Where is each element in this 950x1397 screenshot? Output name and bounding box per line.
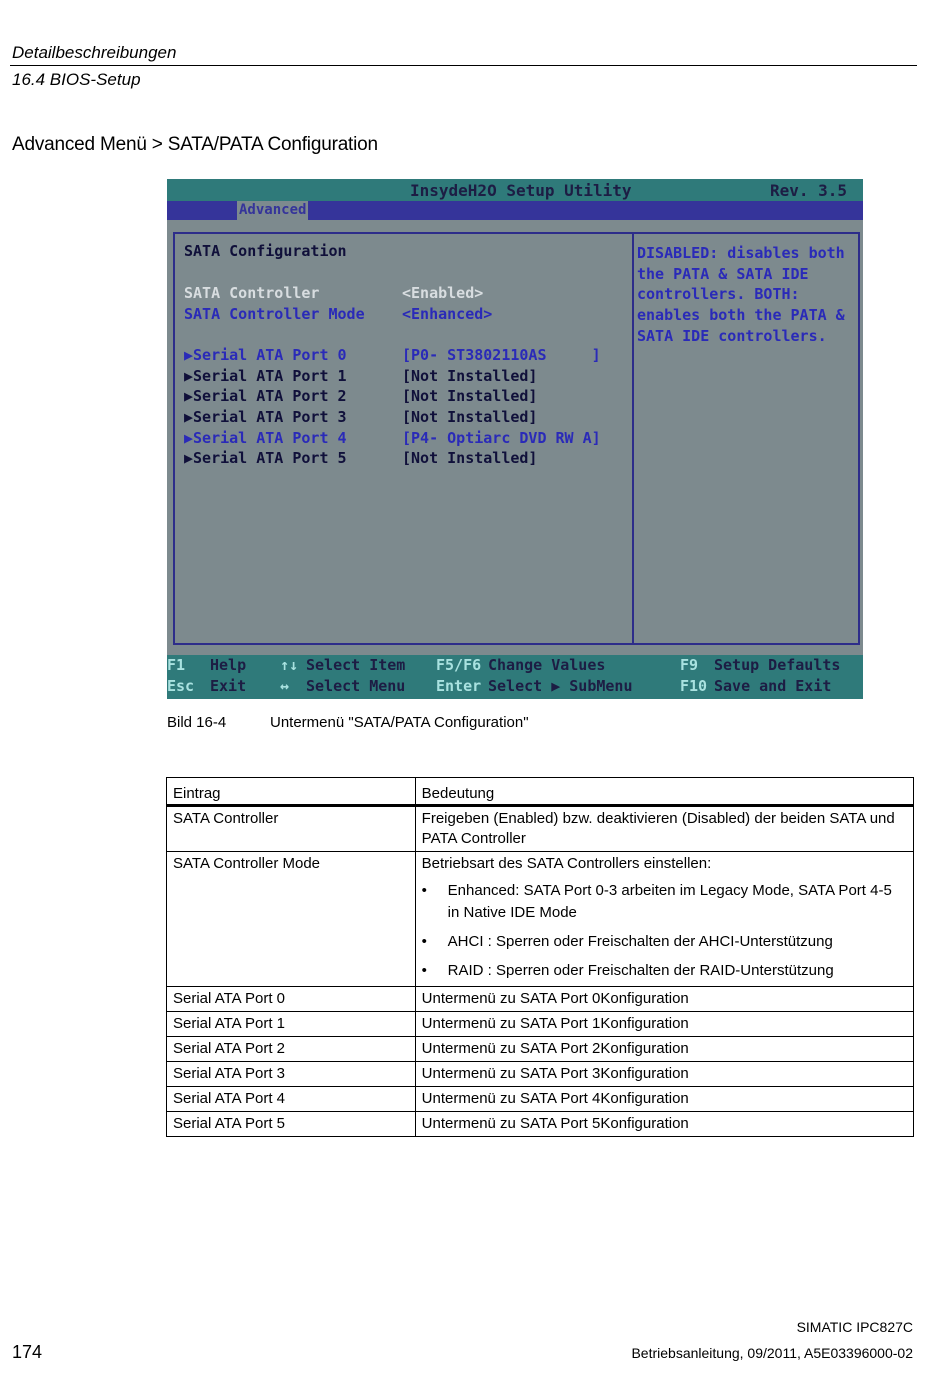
footer-document: Betriebsanleitung, 09/2011, A5E03396000-02 (631, 1345, 913, 1361)
key-description: Select ▶ SubMenu (488, 677, 633, 695)
table-row (167, 1037, 914, 1062)
key-label: Enter (436, 677, 482, 695)
bullet-list (422, 880, 907, 982)
setting-value: <Enhanced> (402, 305, 493, 323)
bios-title-bar (167, 179, 863, 201)
bios-title: InsydeH2O Setup Utility (410, 181, 632, 200)
section-title: Advanced Menü > SATA/PATA Configuration (12, 134, 378, 155)
key-select-item (280, 656, 406, 674)
meaning-cell (415, 852, 913, 987)
meaning-intro: Betriebsart des SATA Controllers einstellen: (421, 855, 712, 872)
entry-cell: Serial ATA Port 0 (167, 987, 416, 1012)
entry-cell: Serial ATA Port 1 (167, 1012, 416, 1037)
submenu-value: [Not Installed] (402, 408, 538, 426)
table-header-row (167, 778, 914, 806)
key-label: F10 (680, 677, 708, 695)
key-label: Esc (167, 677, 195, 695)
key-description: Change Values (488, 656, 606, 674)
table-row (167, 1012, 914, 1037)
submenu-value: [P4- Optiarc DVD RW A] (402, 429, 601, 447)
key-description: Help (210, 656, 247, 674)
key-save-and-exit (680, 677, 832, 695)
header-rule (10, 65, 917, 66)
submenu-value: [Not Installed] (402, 387, 538, 405)
submenu-label: ▶Serial ATA Port 4 (184, 429, 347, 447)
submenu-label: ▶Serial ATA Port 3 (184, 408, 347, 426)
key-exit (167, 677, 247, 695)
key-label: F5/F6 (436, 656, 482, 674)
list-item: • RAID : Sperren oder Freischalten der RAID-Unterstützung (422, 960, 907, 982)
meaning-cell: Untermenü zu SATA Port 1Konfiguration (415, 1012, 913, 1037)
bios-section-heading: SATA Configuration (184, 242, 347, 260)
submenu-value: [Not Installed] (402, 449, 538, 467)
entry-cell: SATA Controller (167, 806, 416, 852)
entry-cell: Serial ATA Port 5 (167, 1112, 416, 1137)
key-description: Exit (210, 677, 247, 695)
key-select-submenu (436, 677, 633, 695)
entry-cell: Serial ATA Port 3 (167, 1062, 416, 1087)
key-description: Setup Defaults (714, 656, 841, 674)
bios-key-legend (167, 655, 863, 699)
settings-table (166, 777, 914, 1137)
key-label: F1 (167, 656, 186, 674)
meaning-cell: Untermenü zu SATA Port 2Konfiguration (415, 1037, 913, 1062)
footer-product: SIMATIC IPC827C (796, 1319, 913, 1335)
table-row (167, 1112, 914, 1137)
submenu-label: ▶Serial ATA Port 0 (184, 346, 347, 364)
table-row (167, 1062, 914, 1087)
bios-menu-bar (167, 201, 863, 220)
key-help (167, 656, 247, 674)
arrow-updown-icon: ↑↓ (280, 656, 299, 674)
key-description: Select Item (306, 656, 406, 674)
meaning-cell: Untermenü zu SATA Port 3Konfiguration (415, 1062, 913, 1087)
figure-caption: Untermenü "SATA/PATA Configuration" (270, 714, 529, 731)
arrow-leftright-icon: ↔ (280, 677, 290, 695)
meaning-cell: Untermenü zu SATA Port 0Konfiguration (415, 987, 913, 1012)
entry-cell: Serial ATA Port 2 (167, 1037, 416, 1062)
meaning-cell: Untermenü zu SATA Port 4Konfiguration (415, 1087, 913, 1112)
meaning-cell: Untermenü zu SATA Port 5Konfiguration (415, 1112, 913, 1137)
key-label: F9 (680, 656, 699, 674)
key-select-menu (280, 677, 406, 695)
submenu-value: [P0- ST3802110AS ] (402, 346, 601, 364)
key-setup-defaults (680, 656, 841, 674)
running-header-section: 16.4 BIOS-Setup (12, 70, 141, 89)
table-row (167, 852, 914, 987)
bios-help-text: DISABLED: disables both the PATA & SATA IDE controllers. BOTH: enables both the PATA & SATA IDE controllers. (637, 244, 845, 345)
entry-cell: Serial ATA Port 4 (167, 1087, 416, 1112)
setting-label: SATA Controller (184, 284, 320, 302)
list-item: • Enhanced: SATA Port 0-3 arbeiten im Legacy Mode, SATA Port 4-5 in Native IDE Mode (422, 880, 907, 924)
column-header-meaning: Bedeutung (415, 778, 913, 806)
submenu-label: ▶Serial ATA Port 5 (184, 449, 347, 467)
submenu-value: [Not Installed] (402, 367, 538, 385)
bios-screenshot (167, 179, 863, 699)
list-item: • AHCI : Sperren oder Freischalten der AHCI-Unterstützung (422, 931, 907, 953)
setting-label: SATA Controller Mode (184, 305, 365, 323)
table-row (167, 987, 914, 1012)
column-header-entry: Eintrag (167, 778, 416, 806)
meaning-cell: Freigeben (Enabled) bzw. deaktivieren (Disabled) der beiden SATA und PATA Controller (415, 806, 913, 852)
page-number: 174 (12, 1342, 43, 1362)
key-description: Select Menu (306, 677, 406, 695)
entry-cell: SATA Controller Mode (167, 852, 416, 987)
table-row (167, 1087, 914, 1112)
key-change-values (436, 656, 606, 674)
tab-advanced[interactable]: Advanced (239, 202, 307, 218)
table-row (167, 806, 914, 852)
bios-revision: Rev. 3.5 (769, 181, 847, 200)
figure-number: Bild 16-4 (167, 714, 227, 731)
key-description: Save and Exit (714, 677, 832, 695)
submenu-label: ▶Serial ATA Port 1 (184, 367, 347, 385)
submenu-label: ▶Serial ATA Port 2 (184, 387, 347, 405)
setting-value: <Enabled> (402, 284, 484, 302)
running-header-chapter: Detailbeschreibungen (12, 43, 177, 62)
